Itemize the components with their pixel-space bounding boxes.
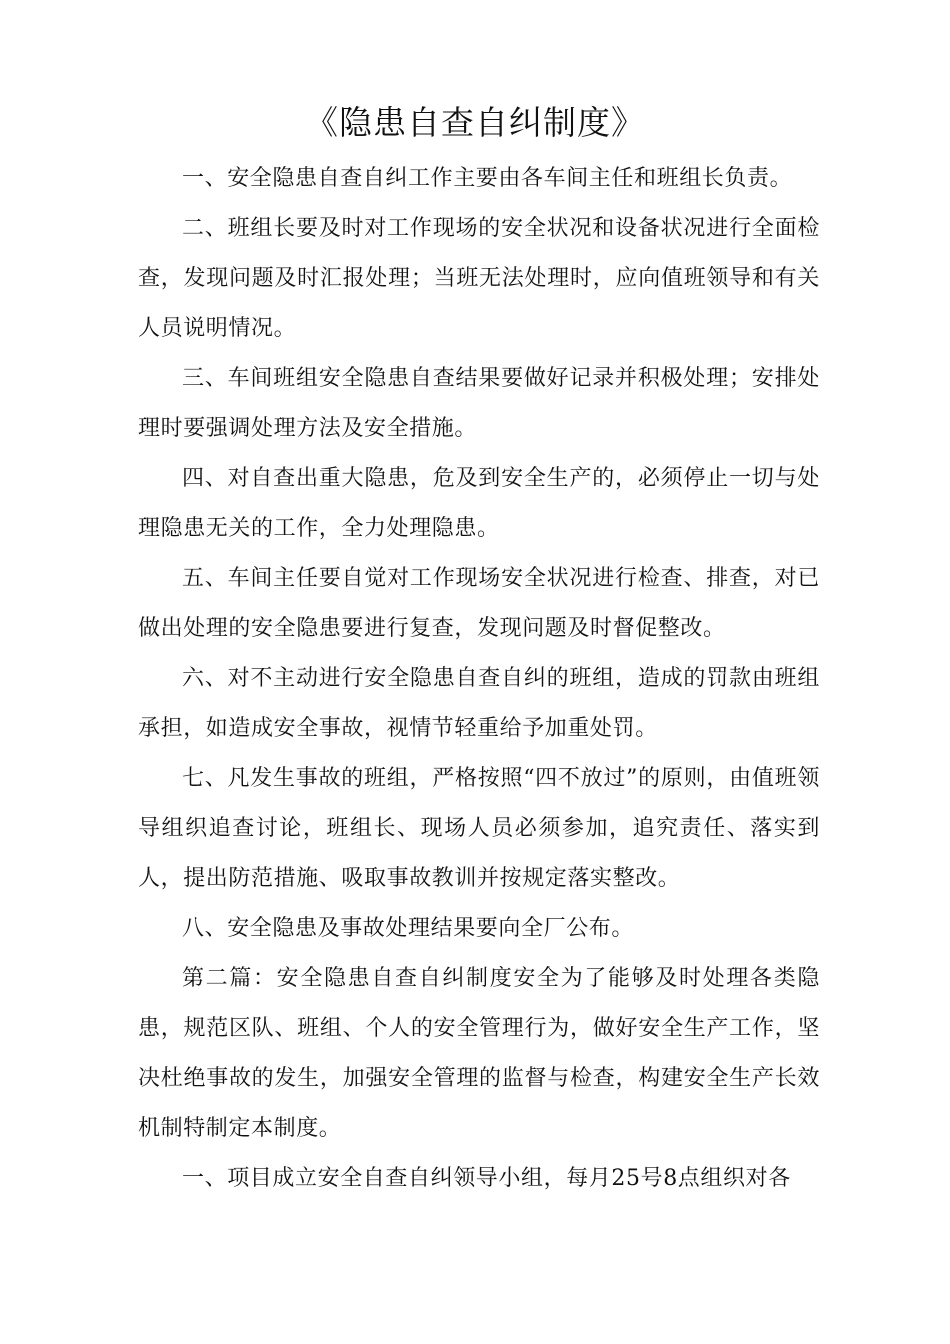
paragraph-10: 一、项目成立安全自查自纠领导小组，每月25号8点组织对各 (182, 1166, 791, 1191)
paragraph-7: 七、凡发生事故的班组，严格按照“四不放过”的原则，由值班领导组织追查讨论，班组长、现场人员必须参加，追究责任、落实到人，提出防范措施、吸取事故教训并按规定落实整改。 (138, 766, 820, 891)
paragraph-8: 八、安全隐患及事故处理结果要向全厂公布。 (182, 916, 635, 941)
paragraph-4: 四、对自查出重大隐患，危及到安全生产的，必须停止一切与处理隐患无关的工作，全力处理隐患。 (138, 466, 820, 541)
paragraph-9: 第二篇：安全隐患自查自纠制度安全为了能够及时处理各类隐患，规范区队、班组、个人的安全管理行为，做好安全生产工作，坚决杜绝事故的发生，加强安全管理的监督与检查，构建安全生产长效机制特制定本制度。 (138, 966, 820, 1141)
paragraph-3: 三、车间班组安全隐患自查结果要做好记录并积极处理；安排处理时要强调处理方法及安全措施。 (138, 366, 820, 441)
document-title: 《隐患自查自纠制度》 (305, 103, 645, 142)
paragraph-6: 六、对不主动进行安全隐患自查自纠的班组，造成的罚款由班组承担，如造成安全事故，视情节轻重给予加重处罚。 (138, 666, 820, 741)
paragraph-2: 二、班组长要及时对工作现场的安全状况和设备状况进行全面检查，发现问题及时汇报处理；当班无法处理时，应向值班领导和有关人员说明情况。 (138, 216, 820, 341)
document-body (138, 154, 820, 1204)
paragraph-5: 五、车间主任要自觉对工作现场安全状况进行检查、排查，对已做出处理的安全隐患要进行复查，发现问题及时督促整改。 (138, 566, 820, 641)
paragraph-1: 一、安全隐患自查自纠工作主要由各车间主任和班组长负责。 (182, 166, 793, 191)
